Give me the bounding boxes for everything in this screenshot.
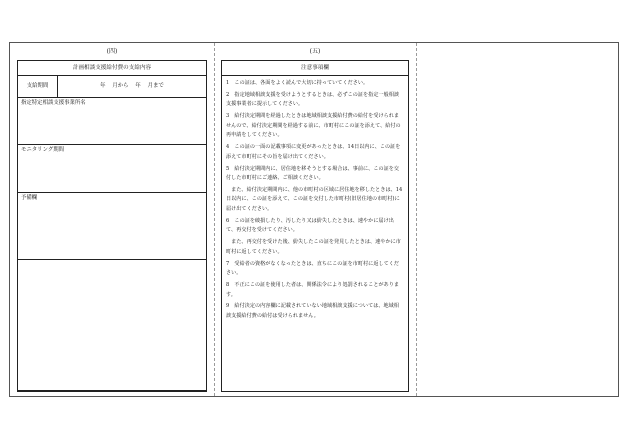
panel-label-four: (四) (106, 48, 118, 55)
fold-line-left (214, 43, 215, 396)
notice-item: また、給付決定期間内に、他の市町村の区域に居住地を移したときは、14日以内に、この証を添えて、この証を交付した市町村(旧居住地の市町村)に届け出てください。 (226, 186, 403, 213)
notices-panel (221, 60, 409, 392)
notice-item: 9 給付決定の内容欄に記載されていない地域相談支援については、地域相談支援給付費の給付は受けられません。 (226, 303, 399, 319)
office-label: 指定特定相談支援事業所名 (21, 100, 86, 106)
office-row (18, 98, 206, 145)
monitoring-row (18, 145, 206, 193)
form-title: 計画相談支援給付費の支給内容 (18, 61, 206, 76)
notice-item: 5 給付決定期間内に、居住地を移そうとする場合は、事前に、この証を交付した市町村にご連絡、ご相談ください。 (226, 165, 400, 182)
panel-label-five: (五) (309, 48, 321, 55)
notice-item: 4 この証の一面の記載事項に変更があったときは、14日以内に、この証を添えて市町村にその旨を届け出てください。 (226, 144, 401, 160)
notice-item: 1 この証は、各面をよく読んで大切に持っていてください。 (226, 80, 369, 86)
notice-item: また、再交付を受けた後、紛失したこの証を発見したときは、速やかに市町村に返してください。 (226, 239, 401, 255)
period-row (18, 76, 206, 98)
blank-area (18, 260, 206, 391)
certificate-sheet (9, 42, 619, 397)
remarks-row (18, 193, 206, 260)
monitoring-label: モニタリング期間 (21, 147, 65, 153)
remarks-label: 予備欄 (21, 195, 38, 201)
notice-item: 6 この証を破損したり、汚したり又は紛失したときは、速やかに届け出て、再交付を受けてください。 (226, 217, 394, 234)
payment-details-form (17, 60, 207, 392)
period-label: 支給期間 (18, 76, 58, 97)
notice-item: 8 不正にこの証を使用した者は、関係法令により処罰されることがあります。 (226, 281, 400, 298)
period-value: 年 月から 年 月まで (100, 83, 164, 89)
notice-item: 3 給付決定期間を経過したときは地域相談支援給付費の給付を受けられませんので、給付決定期間を経過する前に、市町村にこの証を添えて、給付の再申請をしてください。 (226, 113, 401, 139)
notice-item: 7 受給者の資格がなくなったときは、直ちにこの証を市町村に返してください。 (226, 260, 400, 277)
fold-line-right (416, 43, 417, 396)
notices-body (222, 76, 408, 322)
notices-title: 注意事項欄 (222, 61, 408, 76)
notice-item: 2 指定地域相談支援を受けようとするときは、必ずこの証を指定一般相談支援事業者に提示してください。 (226, 91, 400, 108)
